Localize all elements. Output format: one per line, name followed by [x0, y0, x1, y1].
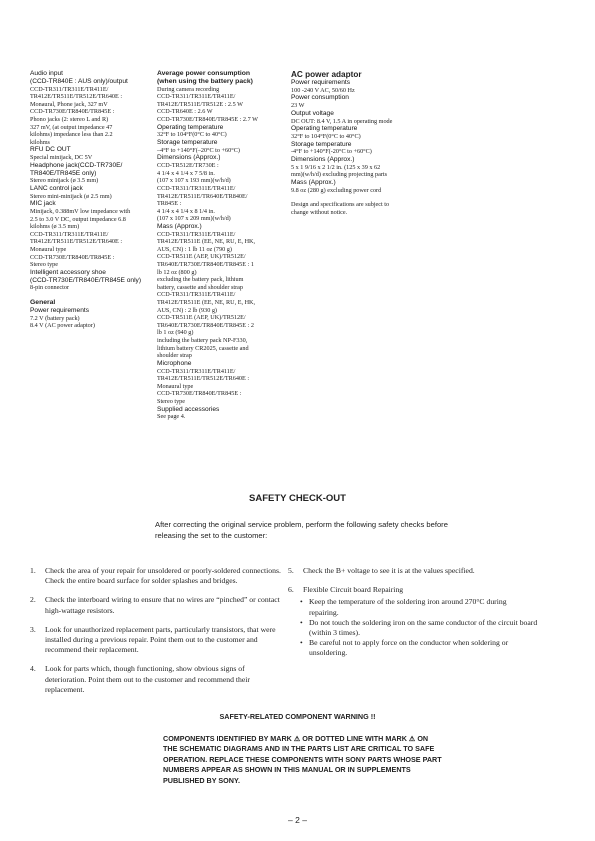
spec-line: CCD-TR311/TR311E/TR411E/ — [157, 230, 236, 238]
spec-heading: Average power consumption — [157, 70, 251, 77]
spec-line: Stereo type — [30, 261, 59, 269]
spacer — [30, 292, 148, 299]
bullet-icon: • — [300, 617, 303, 627]
spec-heading: AC power adaptor — [291, 70, 362, 79]
spec-column-2 — [157, 70, 279, 421]
spec-line: CCD-TR311/TR311E/TR411E/ — [157, 291, 236, 299]
spec-line: Phono jacks (2: stereo L and R) — [30, 115, 109, 123]
spec-heading: Power requirements — [291, 79, 351, 86]
spec-heading: (CCD-TR730E/TR840E/TR845E only) — [30, 276, 142, 284]
safety-checkout-intro: After correcting the original service problem, perform the following safety checks before releasing the set to the customer: — [155, 520, 448, 540]
spec-line: Design and specifications are subject to — [291, 201, 390, 209]
spec-line: 23 W — [291, 102, 305, 110]
spec-line: TR845E : — [157, 200, 182, 208]
safety-step-1: 1. Check the area of your repair for unsoldered or poorly-soldered connections. Check the entire board surface for solder splashes and bridges. — [30, 566, 281, 586]
spec-heading: Operating temperature — [157, 123, 224, 131]
spec-line: CCD-TR730E/TR840E/TR845E : — [30, 108, 115, 116]
spec-line: Monaural, Phone jack, 327 mV — [30, 100, 108, 108]
bullet-icon: • — [300, 638, 303, 648]
spec-heading: Storage temperature — [157, 138, 218, 146]
spec-line: lb 1 oz (940 g) — [157, 329, 194, 337]
spec-heading: Output voltage — [291, 109, 334, 117]
spec-line: TR412E/TR511E (EE, NE, RU, E, HK, — [157, 299, 256, 307]
safety-checkout-title: SAFETY CHECK-OUT — [249, 493, 346, 504]
spec-line: –4°F to +140°F(–20°C to +60°C) — [157, 146, 240, 154]
spec-heading: General — [30, 299, 56, 307]
spec-line: TR412E/TR511E/TR640E/TR840E/ — [157, 192, 248, 200]
spec-line: 100 -240 V AC, 50/60 Hz — [291, 86, 355, 94]
spec-line: including the battery pack NP-F330, — [157, 337, 248, 344]
spec-line: TR412E/TR511E/TR512E/TR640E : — [30, 238, 123, 246]
spec-line: Stereo type — [157, 397, 186, 405]
spec-heading: Power consumption — [291, 94, 349, 102]
spec-line: 327 mV, (at output impedance 47 — [30, 123, 113, 131]
spec-line: During camera recording — [157, 85, 220, 93]
spec-line: 8.4 V (AC power adaptor) — [30, 322, 95, 330]
spec-line: TR640E/TR730E/TR840E/TR845E : 2 — [157, 321, 254, 329]
spec-heading: RFU DC OUT — [30, 146, 71, 154]
bullet-item: • Keep the temperature of the soldering iron around 270°C during repairing. — [300, 597, 507, 617]
spec-line: 5 x 1 9/16 x 2 1/2 in. (125 x 39 x 62 — [291, 163, 381, 171]
spacer — [291, 194, 411, 201]
spec-line: (107 x 107 x 209 mm)(w/h/d) — [157, 215, 231, 223]
spec-heading: TR840E/TR845E only) — [30, 169, 97, 177]
spec-line: battery, cassette and shoulder strap — [157, 283, 244, 291]
spec-line: 32°F to 104°F(0°C to 40°C) — [157, 131, 227, 139]
safety-step-6-bullets — [288, 597, 538, 658]
spec-line: Minijack, 0.388mV low impedance with — [30, 208, 131, 216]
safety-step-2: 2. Check the interboard wiring to ensure that no wires are “pinched” or contact high-wattage resistors. — [30, 595, 280, 615]
safety-step-3: 3. Look for unauthorized replacement parts, particularly transistors, that were installed during a previous repair. Point them out to the customer and recommend their replacement. — [30, 624, 276, 655]
spec-line: CCD-TR730E/TR840E/TR845E : 2.7 W — [157, 115, 258, 123]
spec-heading: Microphone — [157, 359, 192, 367]
spec-line: 4 1/4 x 4 1/4 x 8 1/4 in. — [157, 207, 215, 215]
spec-line: CCD-TR311/TR311E/TR411E/ — [30, 230, 109, 238]
spec-line: 8-pin connector — [30, 284, 70, 292]
spec-line: Monaural type — [30, 246, 67, 254]
spec-line: -4°F to +140°F(-20°C to +60°C) — [291, 148, 372, 156]
spec-column-1 — [30, 70, 148, 330]
spec-line: CCD-TR311/TR311E/TR411E/ — [157, 184, 236, 192]
spec-line: lb 12 oz (800 g) — [157, 268, 197, 276]
spec-line: CCD-TR730E/TR840E/TR845E : — [157, 390, 242, 398]
spec-line: 9.8 oz (280 g) excluding power cord — [291, 186, 382, 194]
spec-line: shoulder strap — [157, 352, 192, 360]
bullet-item: • Be careful not to apply force on the conductor when soldering or unsoldering. — [300, 638, 509, 658]
spec-line: (107 x 107 x 193 mm)(w/h/d) — [157, 177, 231, 185]
warning-body: COMPONENTS IDENTIFIED BY MARK ⚠ OR DOTTED LINE WITH MARK ⚠ ON THE SCHEMATIC DIAGRAMS AND IN THE PARTS LIST ARE CRITICAL TO SAFE OPERATION. REPLACE THESE COMPONENTS WITH SONY PARTS WHOSE PART NUMBERS APPEAR AS SHOWN IN THIS MANUAL OR IN SUPPLEMENTS PUBLISHED BY SONY. — [163, 734, 442, 785]
spec-heading: MIC jack — [30, 200, 56, 208]
spec-heading: Headphone jack(CCD-TR730E/ — [30, 161, 123, 169]
spec-line: TR412E/TR511E/TR512E/TR640E : — [157, 375, 250, 383]
spec-line: excluding the battery pack, lithium — [157, 276, 244, 284]
spec-line: CCD-TR511E (AEP, UK)/TR512E/ — [157, 253, 246, 261]
bullet-item: • Do not touch the soldering iron on the same conductor of the circuit board (within 3 times). — [300, 617, 538, 638]
spec-line: DC OUT: 8.4 V, 1.5 A in operating mode — [291, 117, 393, 125]
spec-heading: Intelligent accessory shoe — [30, 268, 106, 276]
spec-line: change without notice. — [291, 208, 348, 216]
safety-steps-right — [288, 566, 538, 659]
spec-line: kilohms) impedance less than 2.2 — [30, 131, 113, 139]
spec-heading: Storage temperature — [291, 140, 352, 148]
spec-line: CCD-TR640E : 2.6 W — [157, 108, 213, 116]
spec-heading: Power requirements — [30, 306, 90, 314]
spec-line: Stereo minijack (ø 3.5 mm) — [30, 177, 99, 185]
page-number: – 2 – — [288, 815, 307, 825]
spec-line: Stereo mini-minijack (ø 2.5 mm) — [30, 192, 112, 200]
spec-column-ac-adaptor — [291, 70, 411, 217]
spec-line: CCD-TR311/TR311E/TR411E/ — [157, 93, 236, 101]
spec-line: 4 1/4 x 4 1/4 x 7 5/8 in. — [157, 169, 215, 177]
spec-heading: Dimensions (Approx.) — [291, 155, 355, 163]
spec-line: 7.2 V (battery pack) — [30, 314, 80, 322]
spec-heading: Operating temperature — [291, 125, 358, 133]
spec-line: mm)(w/h/d) excluding projecting parts — [291, 171, 388, 179]
spec-heading: Audio input — [30, 70, 63, 77]
spec-line: CCD-TR512E/TR730E : — [157, 162, 219, 170]
spec-heading: (CCD-TR840E : AUS only)/output — [30, 77, 128, 85]
spec-line: AUS, CN) : 1 lb 11 oz (790 g) — [157, 245, 232, 253]
spec-line: kilohms (ø 3.5 mm) — [30, 223, 80, 231]
spec-line: See page 4. — [157, 413, 186, 421]
spec-heading: (when using the battery pack) — [157, 77, 253, 85]
spec-heading: Dimensions (Approx.) — [157, 154, 221, 162]
spec-line: TR640E/TR730E/TR840E/TR845E : 1 — [157, 261, 254, 269]
spec-line: TR412E/TR511E/TR512E/TR640E : — [30, 93, 123, 101]
spec-heading: Supplied accessories — [157, 405, 220, 413]
spec-heading: Mass (Approx.) — [157, 222, 202, 230]
spec-line: Special minijack, DC 5V — [30, 154, 93, 162]
spec-line: AUS, CN) : 2 lb (930 g) — [157, 306, 217, 314]
safety-step-4: 4. Look for parts which, though functioning, show obvious signs of deterioration. Point them out to the customer and recommend their replacement. — [30, 664, 250, 694]
spec-line: 2.5 to 3.0 V DC, output impedance 6.8 — [30, 215, 126, 223]
spec-heading: LANC control jack — [30, 184, 83, 192]
spec-line: 32°F to 104°F(0°C to 40°C) — [291, 132, 361, 140]
spec-line: CCD-TR730E/TR840E/TR845E : — [30, 253, 115, 261]
safety-step-6: 6. Flexible Circuit board Repairing — [288, 585, 404, 595]
spec-line: CCD-TR311/TR311E/TR411E/ — [157, 367, 236, 375]
spec-heading: Mass (Approx.) — [291, 178, 336, 186]
spec-line: TR412E/TR511E (EE, NE, RU, E, HK, — [157, 238, 256, 246]
warning-title: SAFETY-RELATED COMPONENT WARNING !! — [219, 712, 376, 721]
spec-line: kilohms — [30, 138, 50, 146]
spec-line: CCD-TR511E (AEP, UK)/TR512E/ — [157, 314, 246, 322]
spec-line: lithium battery CR2025, cassette and — [157, 344, 249, 352]
spec-line: TR412E/TR511E/TR512E : 2.5 W — [157, 100, 243, 108]
spec-line: CCD-TR311/TR311E/TR411E/ — [30, 85, 109, 93]
safety-steps-left — [30, 566, 285, 704]
spec-line: Monaural type — [157, 382, 194, 390]
safety-step-5: 5. Check the B+ voltage to see it is at the values specified. — [288, 566, 475, 575]
bullet-icon: • — [300, 597, 303, 607]
